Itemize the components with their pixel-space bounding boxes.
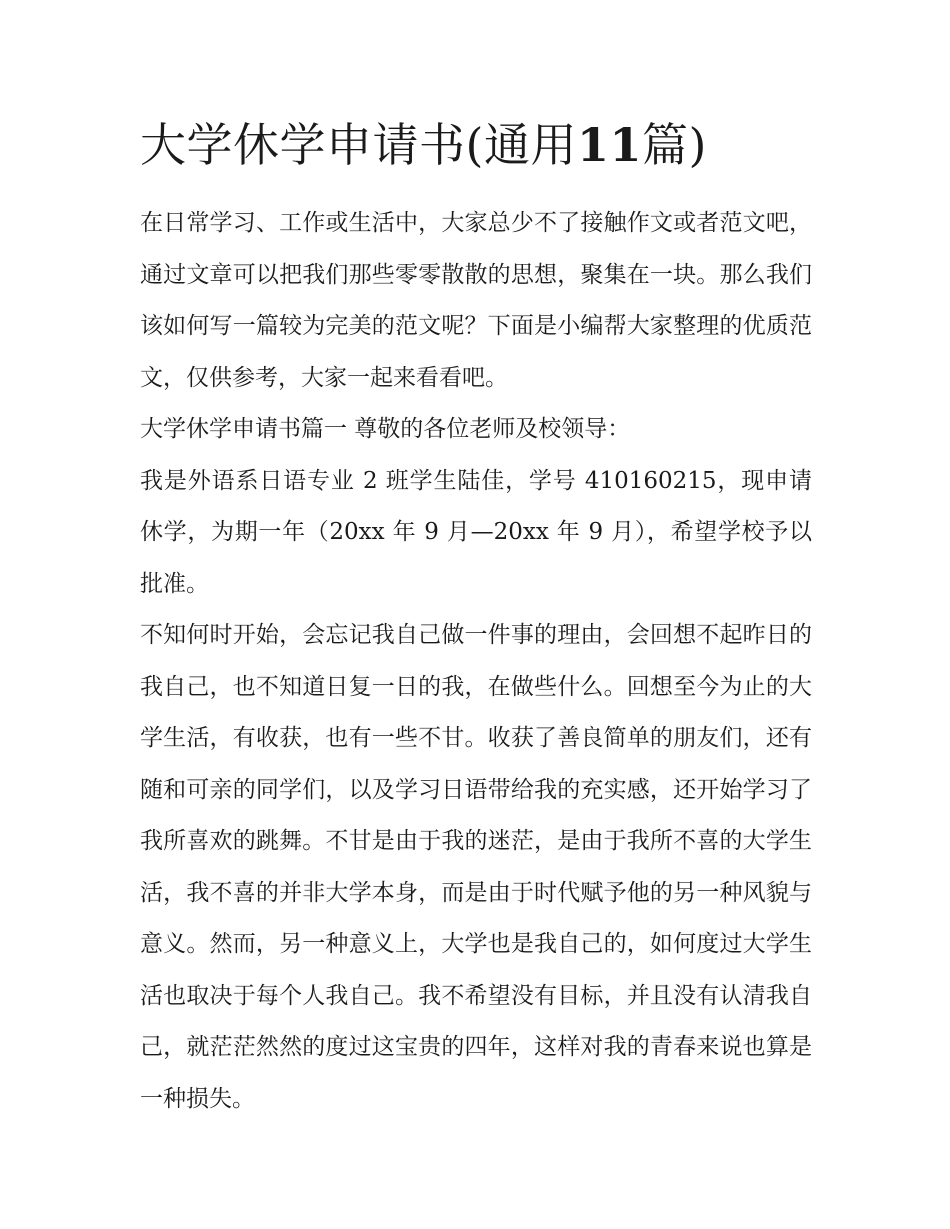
intro-paragraph: 在日常学习、工作或生活中，大家总少不了接触作文或者范文吧，通过文章可以把我们那些零零散散的思想，聚集在一块。那么我们该如何写一篇较为完美的范文呢？下面是小编帮大家整理的优质范文，仅供参考，大家一起来看看吧。 [140, 210, 812, 391]
salutation-paragraph: 大学休学申请书篇一 尊敬的各位老师及校领导： [140, 416, 631, 442]
reason-paragraph: 不知何时开始，会忘记我自己做一件事的理由，会回想不起昨日的我自己，也不知道日复一日的我，在做些什么。回想至今为止的大学生活，有收获，也有一些不甘。收获了善良简单的朋友们，还有随和可亲的同学们，以及学习日语带给我的充实感，还开始学习了我所喜欢的跳舞。不甘是由于我的迷茫，是由于我所不喜的大学生活，我不喜的并非大学本身，而是由于时代赋予他的另一种风貌与意义。然而，另一种意义上，大学也是我自己的，如何度过大学生活也取决于每个人我自己。我不希望没有目标，并且没有认清我自己，就茫茫然然的度过这宝贵的四年，这样对我的青春来说也算是一种损失。 [140, 622, 812, 1112]
title-end: 篇) [641, 118, 707, 172]
title-main: 大学休学申请书(通用 [140, 118, 577, 172]
document-body [140, 198, 812, 1125]
request-paragraph: 我是外语系日语专业 2 班学生陆佳，学号 410160215，现申请休学，为期一年（20xx 年 9 月—20xx 年 9 月），希望学校予以批准。 [140, 467, 812, 597]
document-title [140, 112, 840, 178]
title-number: 11 [576, 118, 642, 172]
